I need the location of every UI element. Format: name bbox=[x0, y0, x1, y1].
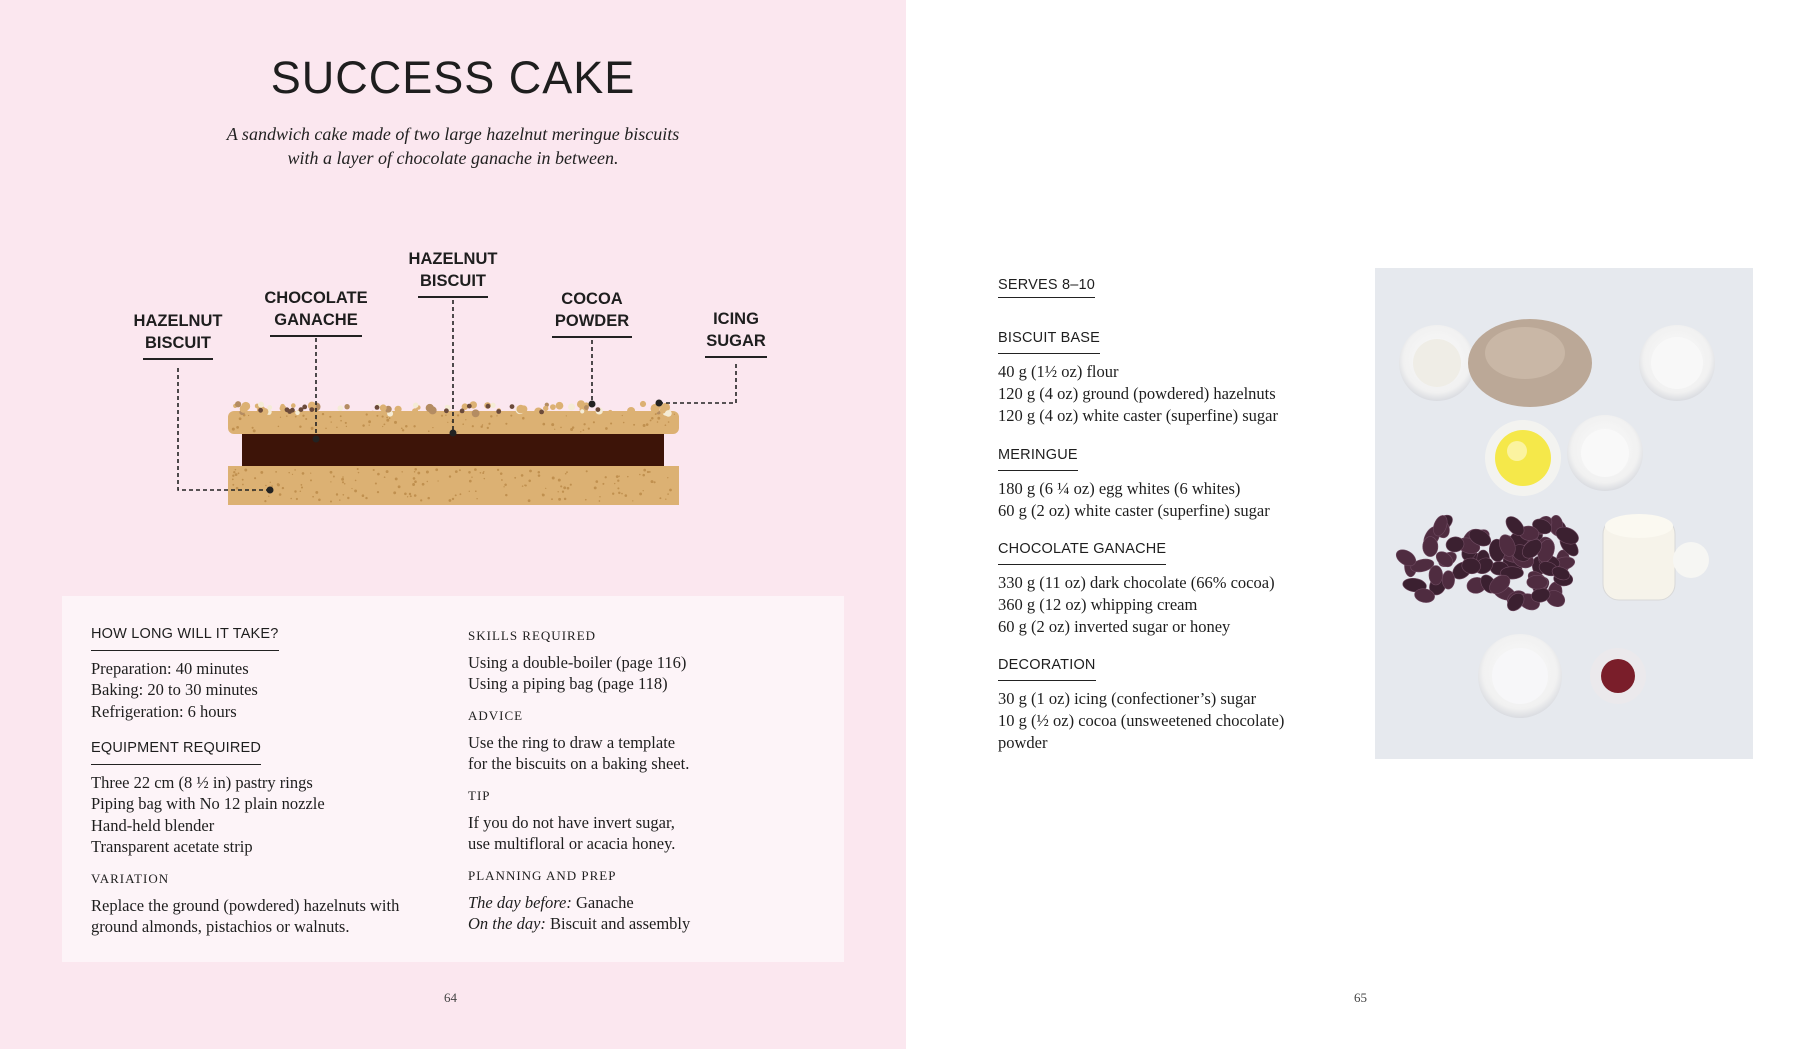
variation-section: VARIATION Replace the ground (powdered) hazelnuts with ground almonds, pistachios or walnuts. bbox=[91, 868, 399, 938]
page-title: SUCCESS CAKE bbox=[270, 52, 636, 103]
honey-dish bbox=[1673, 542, 1709, 578]
how-long-heading: HOW LONG WILL IT TAKE? bbox=[91, 624, 279, 651]
meringue-section: MERINGUE 180 g (6 ¼ oz) egg whites (6 whites) 60 g (2 oz) white caster (superfine) sugar bbox=[998, 443, 1270, 522]
label-hazelnut-biscuit-top: HAZELNUT BISCUIT bbox=[393, 248, 513, 298]
how-long-section: HOW LONG WILL IT TAKE? Preparation: 40 minutes Baking: 20 to 30 minutes Refrigeration: 6 hours bbox=[91, 626, 279, 721]
tip-section: TIP If you do not have invert sugar, use multifloral or acacia honey. bbox=[468, 785, 675, 855]
skills-section: SKILLS REQUIRED Using a double-boiler (page 116) Using a piping bag (page 118) bbox=[468, 625, 686, 695]
cake-cross-section-diagram bbox=[0, 0, 906, 560]
planning-heading: PLANNING AND PREP bbox=[468, 868, 617, 883]
tip-heading: TIP bbox=[468, 788, 491, 803]
chocolate-ganache-layer bbox=[242, 432, 664, 466]
label-chocolate-ganache: CHOCOLATE GANACHE bbox=[256, 287, 376, 337]
advice-section: ADVICE Use the ring to draw a template for the biscuits on a baking sheet. bbox=[468, 705, 689, 775]
subtitle-line-1: A sandwich cake made of two large hazelnut meringue biscuits bbox=[226, 124, 680, 144]
skills-heading: SKILLS REQUIRED bbox=[468, 628, 597, 643]
planning-section: PLANNING AND PREP The day before: Ganache On the day: Biscuit and assembly bbox=[468, 865, 690, 935]
page-number-left: 64 bbox=[444, 990, 457, 1005]
label-cocoa-powder: COCOA POWDER bbox=[532, 288, 652, 338]
biscuit-base-section: BISCUIT BASE 40 g (1½ oz) flour 120 g (4 oz) ground (powdered) hazelnuts 120 g (4 oz) white caster (superfine) sugar bbox=[998, 326, 1278, 427]
label-hazelnut-biscuit-bottom: HAZELNUT BISCUIT bbox=[118, 310, 238, 360]
variation-heading: VARIATION bbox=[91, 871, 170, 886]
advice-heading: ADVICE bbox=[468, 708, 524, 723]
ingredients-photo bbox=[1375, 268, 1753, 759]
serves-section bbox=[998, 276, 1095, 305]
leader-icing-sugar bbox=[660, 364, 736, 403]
page-number-right: 65 bbox=[1354, 990, 1367, 1005]
biscuit-base-heading: BISCUIT BASE bbox=[998, 327, 1100, 354]
ingredients-photo-illustration bbox=[1375, 268, 1753, 759]
chocolate-ganache-section: CHOCOLATE GANACHE 330 g (11 oz) dark chocolate (66% cocoa) 360 g (12 oz) whipping cream 60 g (2 oz) inverted sugar or honey bbox=[998, 537, 1275, 638]
dark-chocolate-callets bbox=[1393, 512, 1581, 614]
decoration-section: DECORATION 30 g (1 oz) icing (confectioner’s) sugar 10 g (½ oz) cocoa (unsweetened chocolate) powder bbox=[998, 653, 1284, 754]
meringue-heading: MERINGUE bbox=[998, 444, 1078, 471]
decoration-heading: DECORATION bbox=[998, 654, 1096, 681]
left-page bbox=[0, 0, 906, 1049]
subtitle-line-2: with a layer of chocolate ganache in between. bbox=[287, 148, 619, 168]
equipment-section: EQUIPMENT REQUIRED Three 22 cm (8 ½ in) pastry rings Piping bag with No 12 plain nozzle Hand-held blender Transparent acetate strip bbox=[91, 740, 325, 856]
serves-heading: SERVES 8–10 bbox=[998, 277, 1095, 298]
chocolate-ganache-heading: CHOCOLATE GANACHE bbox=[998, 538, 1166, 565]
label-icing-sugar: ICING SUGAR bbox=[686, 308, 786, 358]
equipment-heading: EQUIPMENT REQUIRED bbox=[91, 738, 261, 765]
